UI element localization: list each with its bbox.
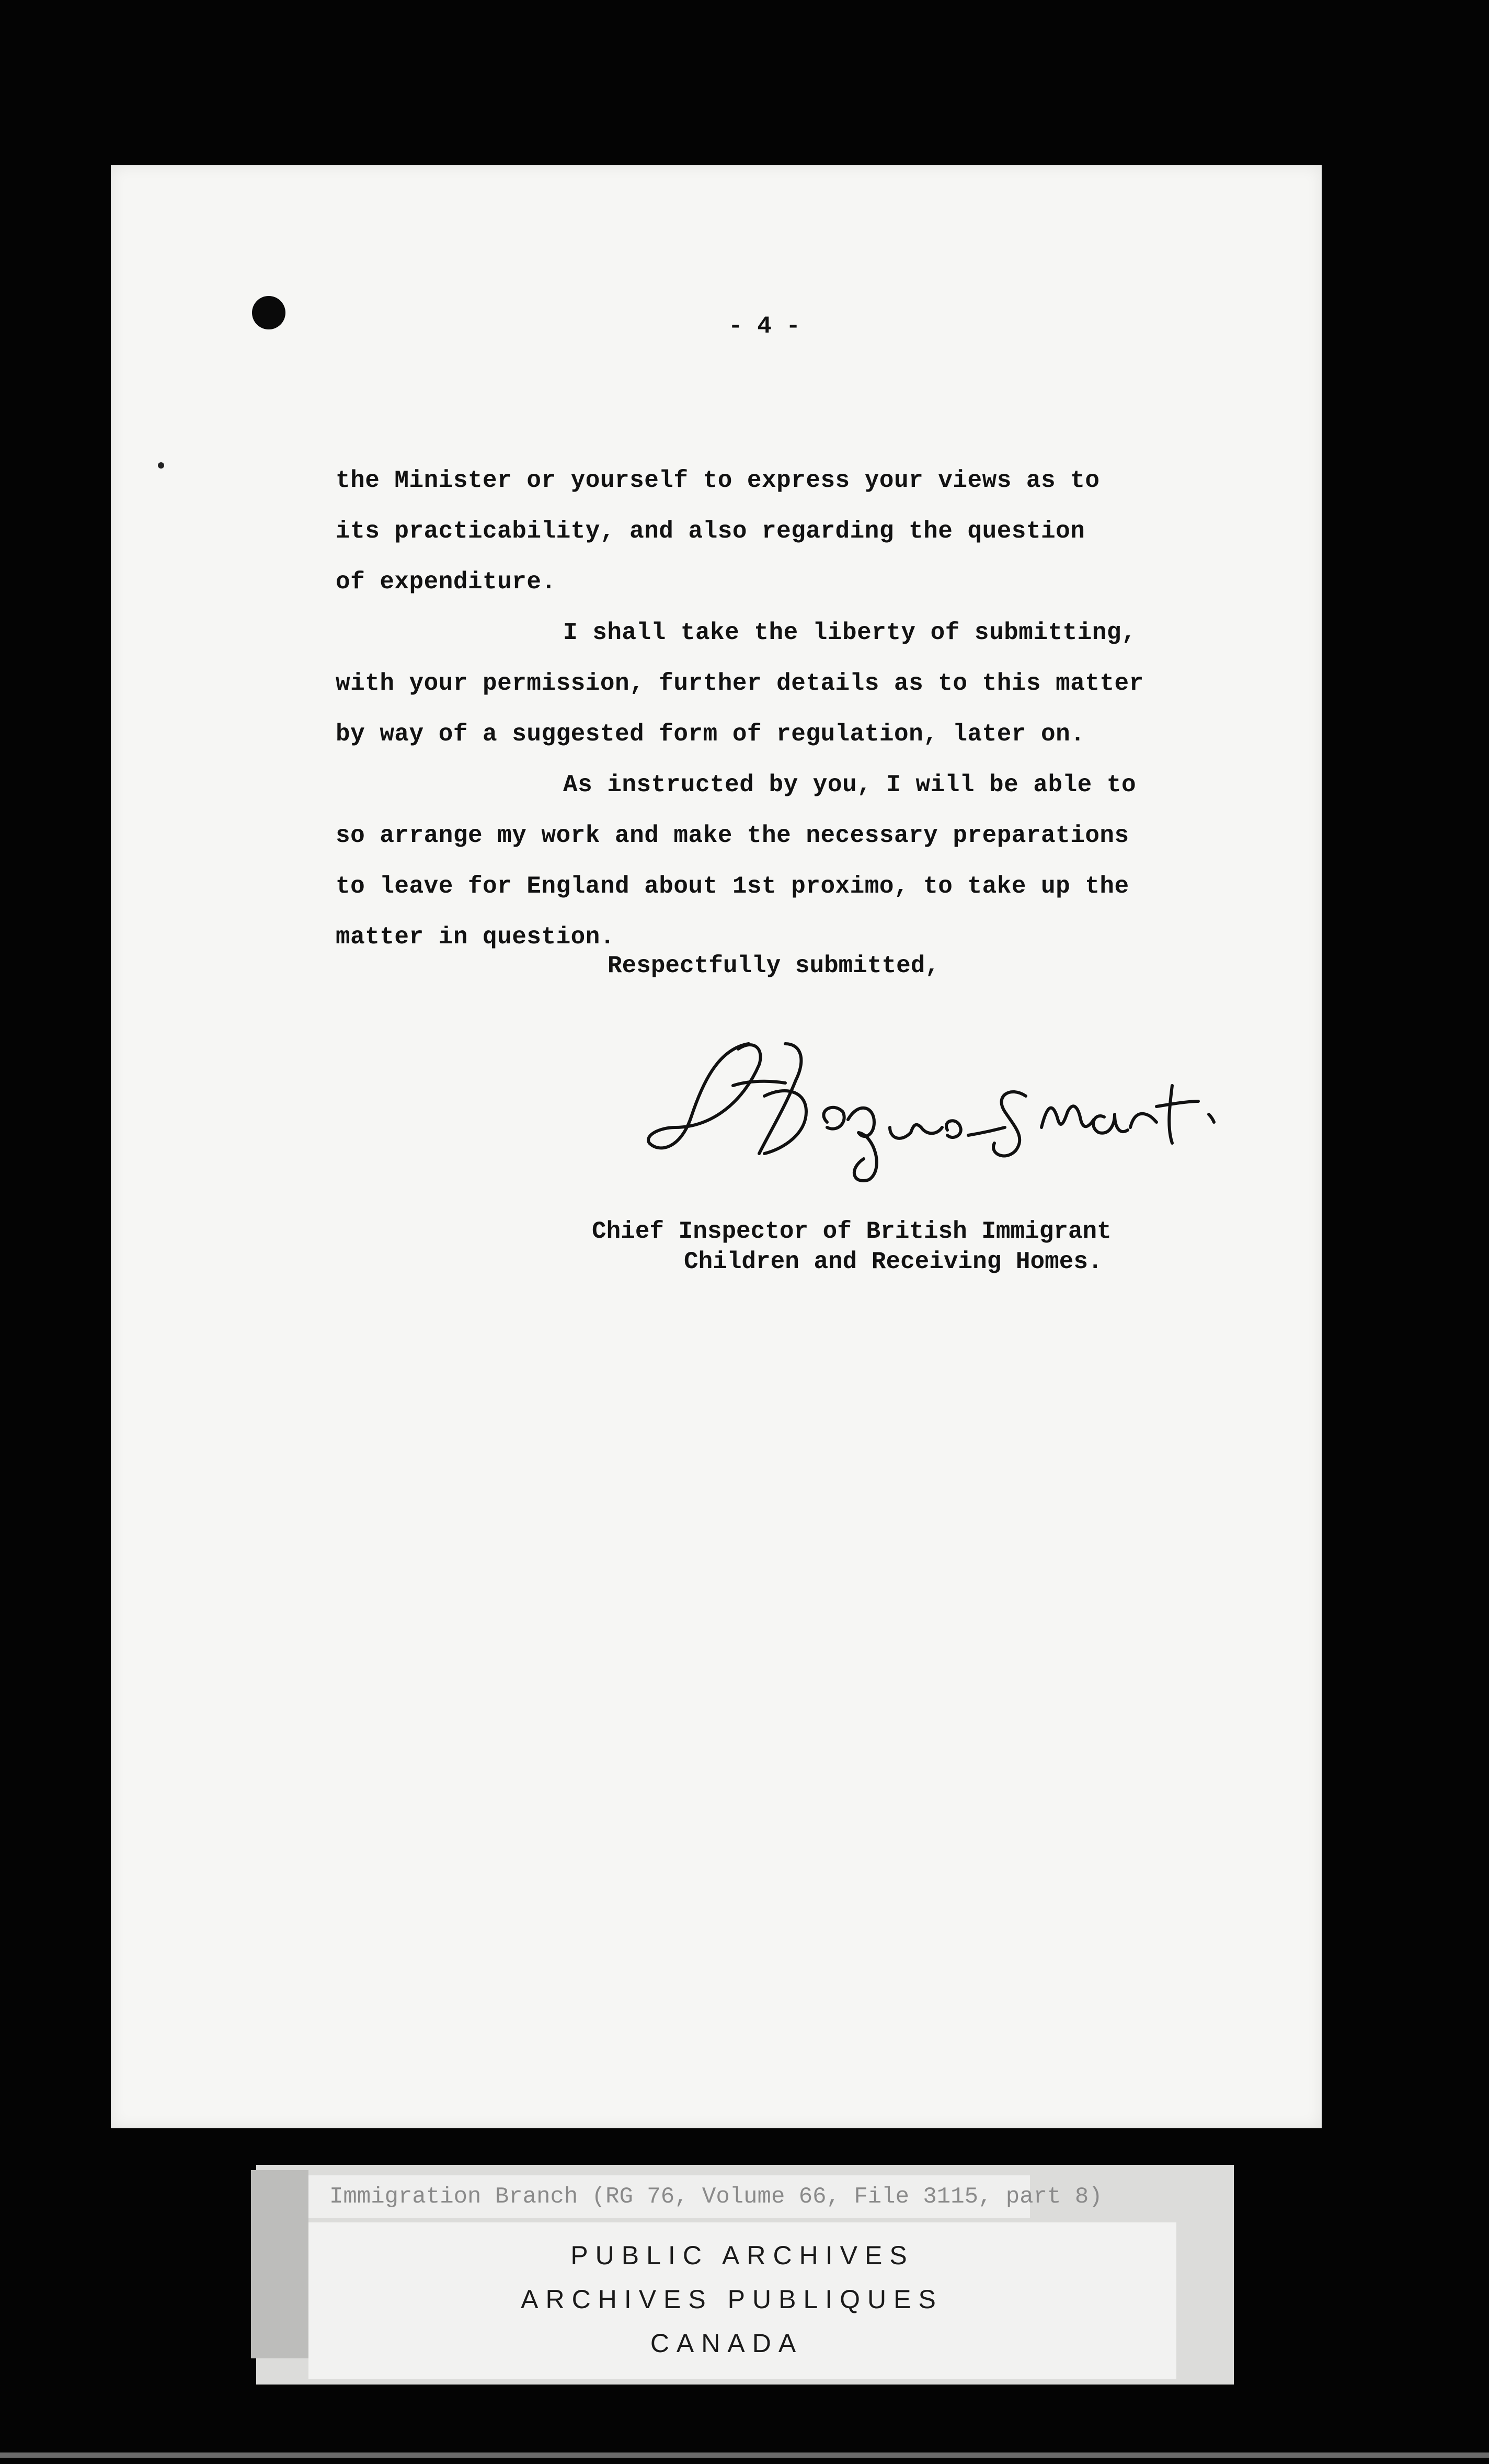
- archive-stamp-line3: CANADA: [650, 2329, 804, 2358]
- archive-stamp-line2: ARCHIVES PUBLIQUES: [521, 2285, 943, 2314]
- page-number: - 4 -: [728, 313, 801, 340]
- body-line: so arrange my work and make the necessary preparations: [336, 822, 1129, 849]
- archive-stamp-line1: PUBLIC ARCHIVES: [570, 2241, 914, 2270]
- archive-stamp: [308, 2222, 1176, 2379]
- body-line: I shall take the liberty of submitting,: [563, 619, 1137, 646]
- body-line: As instructed by you, I will be able to: [563, 771, 1137, 798]
- handwritten-signature: [628, 1023, 1230, 1211]
- letter-body: [336, 455, 1308, 963]
- body-line: matter in question.: [336, 923, 615, 951]
- body-line: its practicability, and also regarding the question: [336, 518, 1085, 545]
- closing-salutation: Respectfully submitted,: [608, 952, 940, 979]
- ink-speck: [158, 462, 164, 469]
- signature-text: [853, 1101, 857, 1102]
- punch-hole: [252, 296, 285, 329]
- archive-reference: Immigration Branch (RG 76, Volume 66, File 3115, part 8): [308, 2175, 1030, 2218]
- body-line: of expenditure.: [336, 568, 556, 596]
- signatory-title: [592, 1216, 1112, 1277]
- body-line: by way of a suggested form of regulation, later on.: [336, 721, 1085, 748]
- signatory-title-line1: Chief Inspector of British Immigrant: [592, 1218, 1112, 1245]
- body-line: to leave for England about 1st proximo, to take up the: [336, 873, 1129, 900]
- body-line: the Minister or yourself to express your views as to: [336, 467, 1100, 494]
- signatory-title-line2: Children and Receiving Homes.: [684, 1248, 1103, 1275]
- document-page: [111, 165, 1322, 2128]
- film-edge: [0, 2452, 1489, 2458]
- body-line: with your permission, further details as to this matter: [336, 670, 1144, 697]
